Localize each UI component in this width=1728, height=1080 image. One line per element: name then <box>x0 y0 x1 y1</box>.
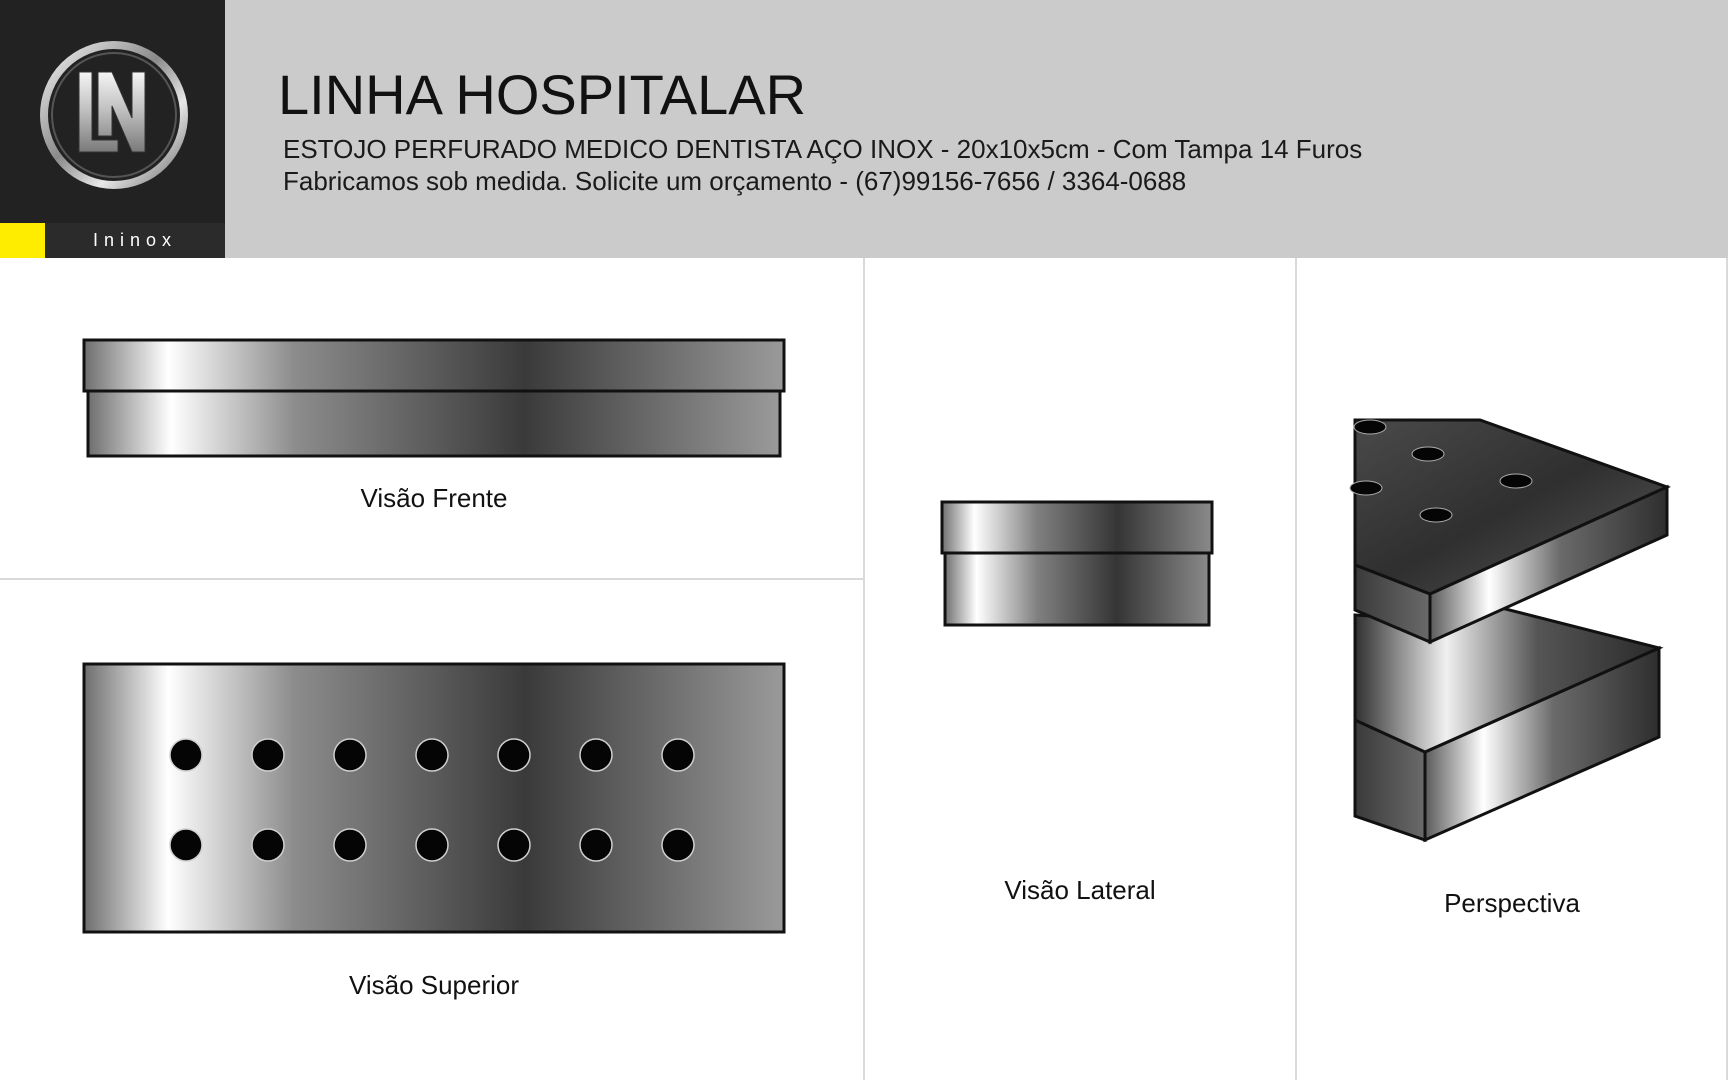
perspective-drawing <box>1350 420 1667 840</box>
hole <box>170 829 202 861</box>
label-top-view: Visão Superior <box>348 970 520 1000</box>
hole <box>334 829 366 861</box>
hole <box>170 739 202 771</box>
top-view-drawing <box>84 664 784 932</box>
contact-line: Fabricamos sob medida. Solicite um orçamento - (67)99156-7656 / 3364-0688 <box>283 166 1187 196</box>
hole <box>580 739 612 771</box>
hole <box>498 829 530 861</box>
hole <box>252 829 284 861</box>
side-view-drawing <box>942 502 1212 625</box>
product-description: ESTOJO PERFURADO MEDICO DENTISTA AÇO INOX - 20x10x5cm - Com Tampa 14 Furos <box>283 134 1363 164</box>
label-side-view: Visão Lateral <box>1004 875 1156 905</box>
hole <box>334 739 366 771</box>
front-view-drawing <box>84 340 784 456</box>
hole <box>498 739 530 771</box>
logo-brand-name: Ininox <box>45 223 225 258</box>
hole <box>662 829 694 861</box>
hole <box>580 829 612 861</box>
label-perspective-view: Perspectiva <box>1444 888 1580 918</box>
hole <box>662 739 694 771</box>
hole <box>416 739 448 771</box>
label-front-view: Visão Frente <box>360 483 508 513</box>
page-title: LINHA HOSPITALAR <box>278 63 807 126</box>
hole <box>416 829 448 861</box>
hole <box>252 739 284 771</box>
